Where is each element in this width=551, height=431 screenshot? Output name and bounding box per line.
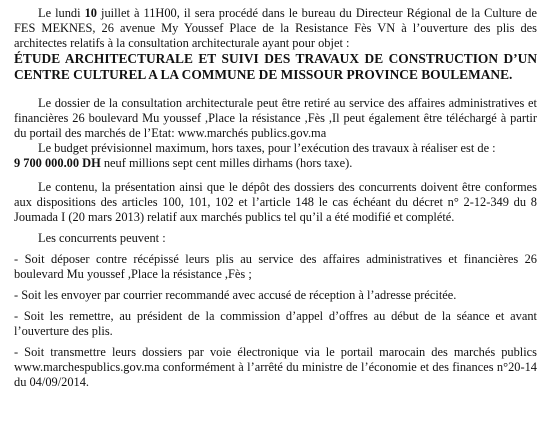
competitors-intro: Les concurrents peuvent : <box>38 231 166 245</box>
opening-paragraph <box>14 6 537 51</box>
submission-option-electronic: - Soit transmettre leurs dossiers par voie électronique via le portail marocain des marchés publics www.marchespublics.gov.ma conformément à l’arrêté du ministre de l’économie et des finances n°20-14 du 04/09/2014. <box>14 345 537 389</box>
submission-option-hand-delivery: - Soit les remettre, au président de la commission d’appel d’offres au début de la séance et avant l’ouverture des plis. <box>14 309 537 338</box>
contents-paragraph: Le contenu, la présentation ainsi que le dépôt des dossiers des concurrents doivent être conformes aux dispositions des articles 100, 101, 102 et l’article 148 le cas échéant du décret n° 2-12-349 du 8 Joumada I (20 mars 2013) relatif aux marchés publics tel qu’il a été modifié et complété. <box>14 180 537 224</box>
budget-amount: 9 700 000.00 DH <box>14 156 101 170</box>
opening-text-start: Le lundi <box>38 6 85 20</box>
budget-text: Le budget prévisionnel maximum, hors taxes, pour l’exécution des travaux à réaliser est de : <box>38 141 496 155</box>
opening-text-rest: juillet à 11H00, il sera procédé dans le bureau du Directeur Régional de la Culture de FES MEKNES, 26 avenue My Youssef Place de la Resistance Fès VN à l’ouverture des plis des architectes relatifs à la consultation architecturale ayant pour objet : <box>14 6 537 50</box>
submission-option-mail: - Soit les envoyer par courrier recommandé avec accusé de réception à l’adresse précitée. <box>14 288 457 302</box>
opening-day: 10 <box>84 6 97 20</box>
submission-option-deposit: - Soit déposer contre récépissé leurs plis au service des affaires administratives et financières 26 boulevard Mu youssef ,Place la résistance ,Fès ; <box>14 252 537 281</box>
budget-paragraph <box>14 141 537 171</box>
dossier-availability-paragraph: Le dossier de la consultation architecturale peut être retiré au service des affaires administratives et financières 26 boulevard Mu youssef ,Place la résistance ,Fès ,Il peut également être téléchargé à partir du portail des marchés de l’Etat: www.marchés publics.gov.ma <box>14 96 537 140</box>
budget-amount-words: neuf millions sept cent milles dirhams (hors taxe). <box>100 156 353 170</box>
consultation-title: ÉTUDE ARCHITECTURALE ET SUIVI DES TRAVAUX DE CONSTRUCTION D’UN CENTRE CULTUREL A LA COMMUNE DE MISSOUR PROVINCE BOULEMANE. <box>14 51 537 82</box>
